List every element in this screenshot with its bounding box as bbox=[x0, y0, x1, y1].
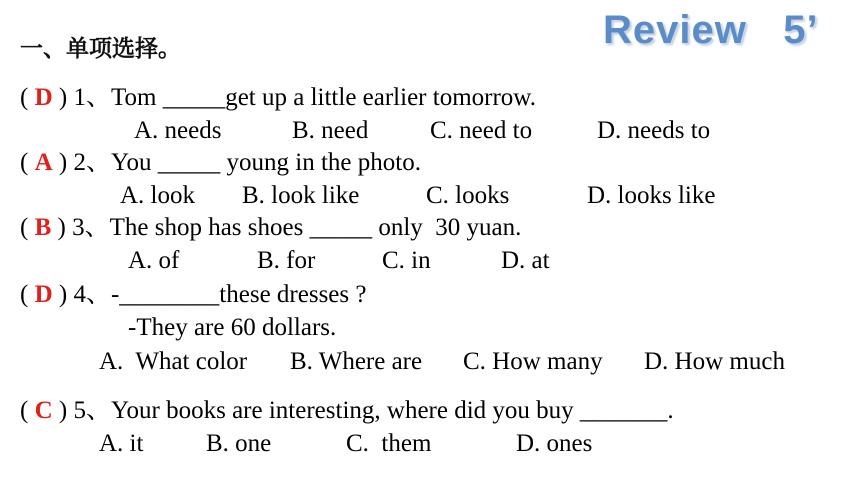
option-4a: A. What color bbox=[99, 348, 248, 375]
option-1d: D. needs to bbox=[597, 117, 711, 144]
option-1c: C. need to bbox=[430, 117, 533, 144]
question-stem-1: Tom _____get up a little earlier tomorrow. bbox=[110, 84, 536, 111]
answer-5: C bbox=[34, 397, 53, 424]
option-5c: C. them bbox=[346, 430, 432, 457]
section-title: 一、单项选择。 bbox=[20, 36, 181, 62]
question-number-3: 3、 bbox=[72, 214, 110, 241]
option-4d: D. How much bbox=[644, 348, 785, 375]
option-5d: D. ones bbox=[516, 430, 593, 457]
option-3b: B. for bbox=[257, 247, 316, 274]
option-3a: A. of bbox=[128, 247, 180, 274]
question-stem-3: The shop has shoes _____ only 30 yuan. bbox=[109, 214, 522, 241]
option-2c: C. looks bbox=[426, 182, 510, 209]
question-reply-4: -They are 60 dollars. bbox=[128, 314, 337, 341]
answer-2: A bbox=[34, 149, 53, 176]
option-3c: C. in bbox=[382, 247, 431, 274]
question-5: ( C ) 5、Your books are interesting, where did you buy _______. bbox=[20, 397, 674, 424]
question-stem-4: -________these dresses ? bbox=[110, 281, 367, 308]
option-4c: C. How many bbox=[463, 348, 603, 375]
question-number-2: 2、 bbox=[73, 149, 111, 176]
question-number-4: 4、 bbox=[73, 281, 111, 308]
answer-1: D bbox=[34, 84, 53, 111]
question-stem-2: You _____ young in the photo. bbox=[110, 149, 421, 176]
question-4: ( D ) 4、-________these dresses ? bbox=[20, 281, 367, 308]
question-number-5: 5、 bbox=[73, 397, 111, 424]
option-2d: D. looks like bbox=[587, 182, 716, 209]
option-4b: B. Where are bbox=[290, 348, 423, 375]
option-5a: A. it bbox=[99, 430, 144, 457]
option-3d: D. at bbox=[501, 247, 550, 274]
question-3: ( B ) 3、The shop has shoes _____ only 30 yuan. bbox=[20, 214, 522, 241]
question-2: ( A ) 2、You _____ young in the photo. bbox=[20, 149, 421, 176]
option-1b: B. need bbox=[292, 117, 369, 144]
question-stem-5: Your books are interesting, where did you buy _______. bbox=[110, 397, 674, 424]
question-number-1: 1、 bbox=[73, 84, 111, 111]
question-1: ( D ) 1、Tom _____get up a little earlier tomorrow. bbox=[20, 84, 536, 111]
option-2a: A. look bbox=[120, 182, 195, 209]
review-label: Review 5’ bbox=[603, 8, 819, 52]
option-2b: B. look like bbox=[242, 182, 360, 209]
option-5b: B. one bbox=[206, 430, 272, 457]
option-1a: A. needs bbox=[134, 117, 222, 144]
answer-3: B bbox=[34, 214, 52, 241]
answer-4: D bbox=[34, 281, 53, 308]
